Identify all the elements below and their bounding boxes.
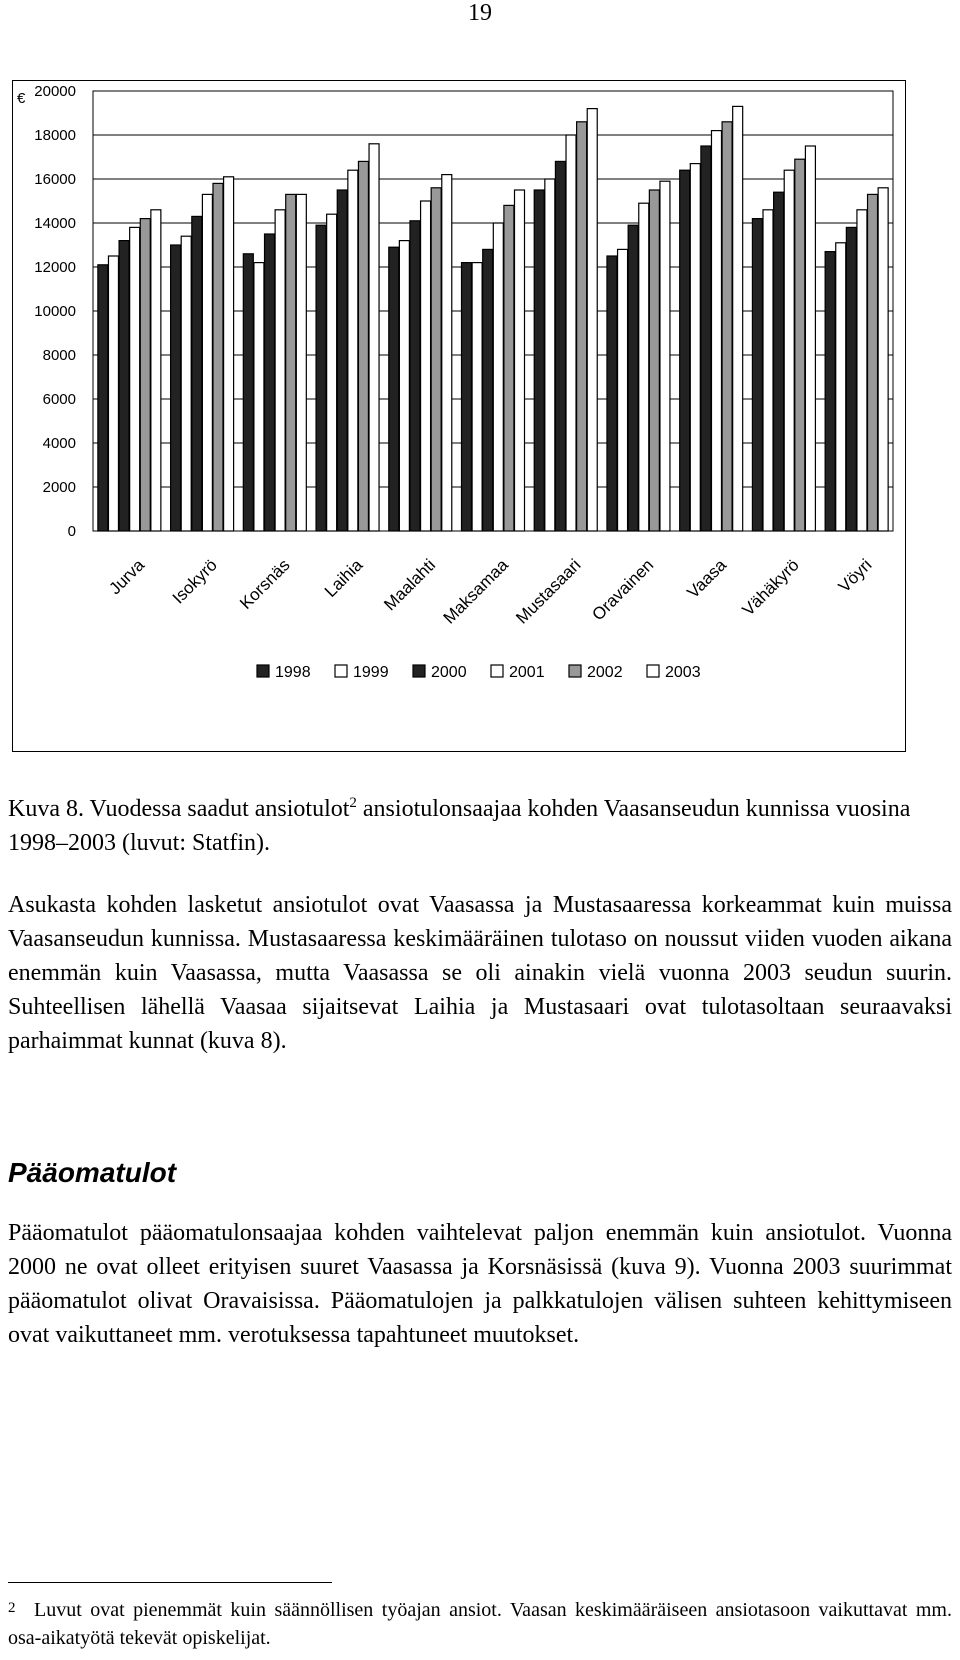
bar	[192, 216, 202, 531]
legend-label: 2000	[431, 664, 467, 681]
bar	[515, 190, 525, 531]
y-tick-label: 2000	[42, 479, 76, 496]
bar	[587, 109, 597, 531]
bar	[795, 159, 805, 531]
bar	[660, 181, 670, 531]
bar	[462, 263, 472, 531]
bar	[389, 247, 399, 531]
bar	[483, 249, 493, 531]
y-tick-label: 6000	[42, 391, 76, 408]
bar	[545, 179, 555, 531]
bar	[140, 219, 150, 531]
caption-prefix: Kuva 8. Vuodessa saadut ansiotulot	[8, 796, 350, 822]
footnote-divider	[8, 1582, 332, 1583]
legend-swatch	[257, 665, 269, 677]
bar	[98, 265, 108, 531]
legend-swatch	[569, 665, 581, 677]
bar	[763, 210, 773, 531]
paragraph-income: Asukasta kohden lasketut ansiotulot ovat Vaasassa ja Mustasaaressa korkeammat kuin muissa Vaasanseudun kunnissa. Mustasaaressa keskimääräinen tulotaso on noussut viiden vuoden aikana enemmän kuin Vaasassa, mutta Vaasassa se oli ainakin vielä vuonna 2003 seudun suurin. Suhteellisen lähellä Vaasaa sijaitsevat Laihia ja Mustasaari ovat tulotasoltaan seuraavaksi parhaimmat kunnat (kuva 8).	[8, 892, 952, 1054]
x-category-label: Jurva	[105, 555, 149, 599]
bar	[774, 192, 784, 531]
footnote-text: Luvut ovat pienemmät kuin säännöllisen työajan ansiot. Vaasan keskimääräiseen ansiotasoon vaikuttavat mm. osa-aikatyötä tekevät opiskelijat.	[8, 1599, 952, 1649]
bar	[472, 263, 482, 531]
y-tick-label: 12000	[34, 259, 76, 276]
bar	[421, 201, 431, 531]
y-tick-label: 4000	[42, 435, 76, 452]
legend-label: 1999	[353, 664, 389, 681]
legend-label: 2001	[509, 664, 545, 681]
bar	[649, 190, 659, 531]
x-category-label: Maksamaa	[439, 555, 512, 628]
paragraph-capital-income: Pääomatulot pääomatulonsaajaa kohden vaihtelevat paljon enemmän kuin ansiotulot. Vuonna 2000 ne ovat olleet erityisen suuret Vaasassa ja Korsnäsissä (kuva 9). Vuonna 2003 suurimmat pääomatulot olivat Oravaisissa. Pääomatulojen ja palkkatulojen välisen suhteen kehittymiseen ovat vaikuttaneet mm. verotuksessa tapahtuneet muutokset.	[8, 1220, 952, 1348]
legend-label: 2003	[665, 664, 701, 681]
footnote-mark: 2	[8, 1600, 16, 1616]
bar	[410, 221, 420, 531]
legend-swatch	[335, 665, 347, 677]
bar	[701, 146, 711, 531]
y-tick-label: 8000	[42, 347, 76, 364]
caption-footnote-ref: 2	[349, 795, 357, 811]
legend-label: 1998	[275, 664, 311, 681]
legend-swatch	[647, 665, 659, 677]
bar	[254, 263, 264, 531]
bar	[296, 194, 306, 531]
bar	[784, 170, 794, 531]
bar	[181, 236, 191, 531]
bar	[566, 135, 576, 531]
x-category-label: Vaasa	[683, 555, 731, 603]
bar	[327, 214, 337, 531]
bar	[878, 188, 888, 531]
bar	[348, 170, 358, 531]
bar	[857, 210, 867, 531]
bar	[369, 144, 379, 531]
page-number: 19	[468, 0, 492, 26]
x-category-label: Vöyri	[834, 555, 876, 597]
bar	[618, 249, 628, 531]
bar	[711, 131, 721, 531]
section-heading: Pääomatulot	[8, 1157, 177, 1188]
x-category-label: Mustasaari	[512, 555, 585, 628]
bar	[108, 256, 118, 531]
chart-frame	[12, 80, 906, 752]
x-category-label: Maalahti	[380, 555, 440, 615]
bar	[690, 164, 700, 531]
y-tick-label: 0	[67, 523, 76, 540]
bar	[275, 210, 285, 531]
bar	[243, 254, 253, 531]
bar	[752, 219, 762, 531]
bar	[151, 210, 161, 531]
bar	[171, 245, 181, 531]
bar	[213, 183, 223, 531]
y-tick-label: 16000	[34, 171, 76, 188]
bar	[316, 225, 326, 531]
bar	[733, 106, 743, 531]
bar	[358, 161, 368, 531]
x-category-label: Oravainen	[588, 555, 658, 625]
bar	[337, 190, 347, 531]
bar	[202, 194, 212, 531]
bar	[628, 225, 638, 531]
x-category-label: Korsnäs	[236, 555, 294, 613]
y-tick-label: 18000	[34, 127, 76, 144]
bar	[555, 161, 565, 531]
bar	[825, 252, 835, 531]
bar	[534, 190, 544, 531]
bar	[577, 122, 587, 531]
y-tick-label: 14000	[34, 215, 76, 232]
bar	[265, 234, 275, 531]
bar	[868, 194, 878, 531]
caption-suffix: ansiotulonsaajaa kohden Vaasanseudun kunnissa vuosina 1998–2003 (luvut: Statfin).	[8, 796, 911, 856]
x-category-label: Laihia	[320, 555, 367, 601]
bar	[399, 241, 409, 531]
x-category-label: Vähäkyrö	[738, 555, 803, 620]
y-tick-label: 10000	[34, 303, 76, 320]
bar	[119, 241, 129, 531]
bar	[680, 170, 690, 531]
bar	[639, 203, 649, 531]
legend-swatch	[413, 665, 425, 677]
bar	[431, 188, 441, 531]
bar	[504, 205, 514, 531]
bar	[442, 175, 452, 531]
bar	[805, 146, 815, 531]
y-tick-label: 20000	[34, 83, 76, 100]
legend-label: 2002	[587, 664, 623, 681]
bar	[224, 177, 234, 531]
bar	[846, 227, 856, 531]
x-category-label: Isokyrö	[168, 555, 221, 608]
bar	[130, 227, 140, 531]
bar	[722, 122, 732, 531]
bar	[286, 194, 296, 531]
bar	[836, 243, 846, 531]
y-axis-unit: €	[17, 90, 26, 107]
figure-caption	[8, 792, 952, 860]
bar	[493, 223, 503, 531]
bar	[607, 256, 617, 531]
footnote	[8, 1594, 952, 1652]
legend-swatch	[491, 665, 503, 677]
bar-chart	[13, 81, 905, 751]
